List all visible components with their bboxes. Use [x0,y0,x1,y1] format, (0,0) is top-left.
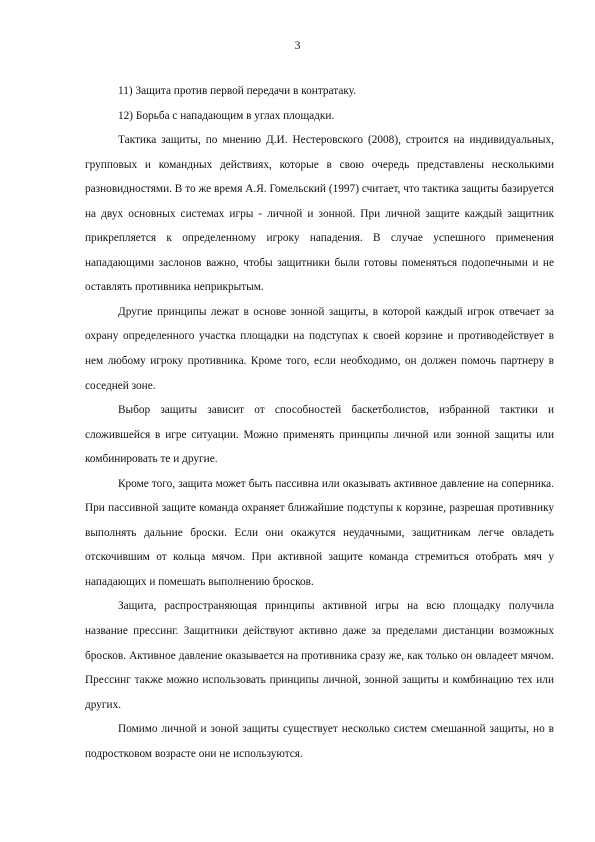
paragraph-zone-defense: Другие принципы лежат в основе зонной защиты, в которой каждый игрок отвечает за охрану определенного участка площадки на подступах к своей корзине и противодействует в нем любому игроку противника. Кроме того, если необходимо, он должен помочь партнеру в соседней зоне. [85,305,554,392]
list-item-11: 11) Защита против первой передачи в контратаку. [118,85,357,97]
paragraph-passive-active-defense: Кроме того, защита может быть пассивна или оказывать активное давление на соперника. При пассивной защите команда охраняет ближайшие подступы к корзине, разрешая противнику выполнять дальние броски. Если они окажутся неудачными, защитникам легче овладеть отскочившим от кольца мячом. При активной защите команда стремиться отобрать мяч у нападающих и помешать выполнению бросков. [85,477,554,588]
paragraph-pressing: Защита, распространяющая принципы активной игры на всю площадку получила название прессинг. Защитники действуют активно даже за пределами дистанции возможных бросков. Активное давление оказывается на противника сразу же, как только он овладеет мячом. Прессинг также можно использовать принципы личной, зонной защиты и комбинацию тех или других. [85,600,554,711]
paragraph-defense-tactics: Тактика защиты, по мнению Д.И. Нестеровского (2008), строится на индивидуальных, групповых и командных действиях, которые в свою очередь представлены несколькими разновидностями. В то же время А.Я. Гомельский (1997) считает, что тактика защиты базируется на двух основных системах игры - личной и зонной. При личной защите каждый защитник прикрепляется к определенному игроку нападения. В случае успешного применения нападающими заслонов важно, чтобы защитники были готовы поменяться подопечными и не оставлять противника неприкрытым. [85,134,554,294]
document-body [85,79,554,766]
paragraph-defense-choice: Выбор защиты зависит от способностей баскетболистов, избранной тактики и сложившейся в игре ситуации. Можно применять принципы личной или зонной защиты или комбинировать те и другие. [85,404,554,466]
page-number: 3 [294,38,301,52]
paragraph-mixed-defense: Помимо личной и зоной защиты существует несколько систем смешанной защиты, но в подростковом возрасте они не используются. [85,723,554,760]
list-item-12: 12) Борьба с нападающим в углах площадки. [118,109,335,122]
